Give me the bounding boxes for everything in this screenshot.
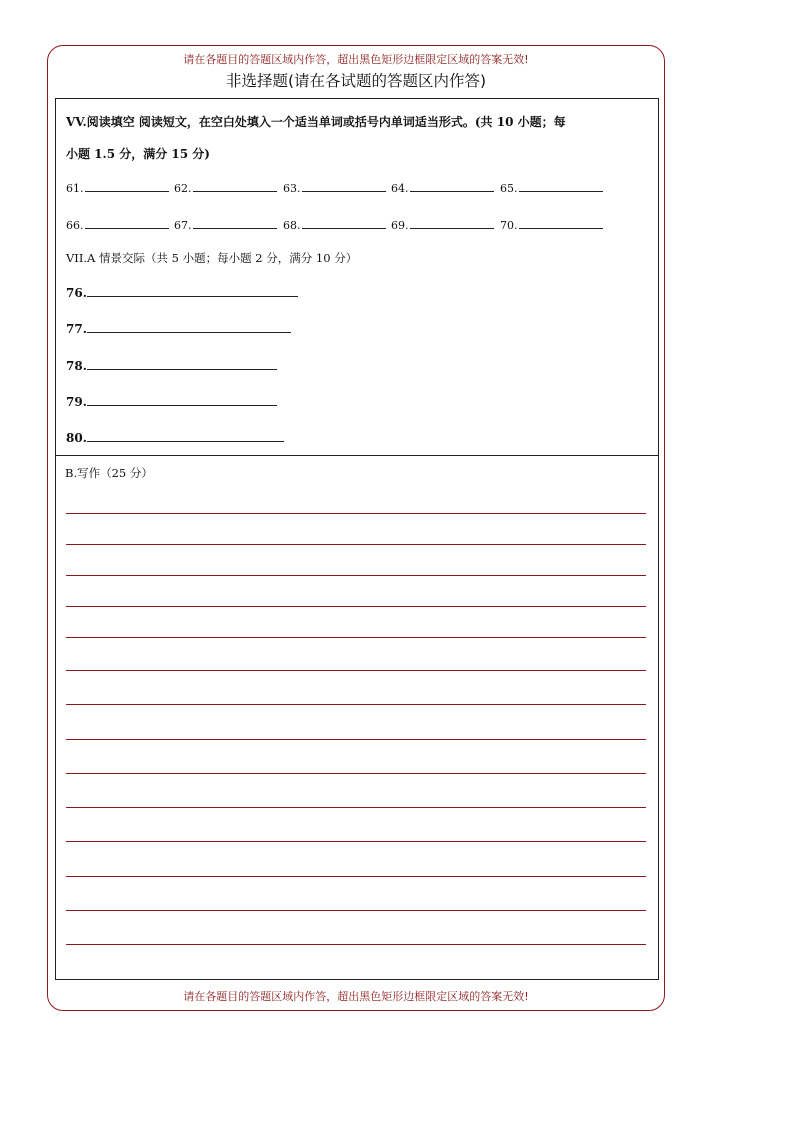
writing-line[interactable] (66, 773, 646, 774)
writing-line[interactable] (66, 670, 646, 671)
answer-box (55, 98, 659, 980)
fill-blank[interactable] (302, 216, 386, 229)
fill-item[interactable]: 63. (283, 179, 386, 195)
fill-blank[interactable] (193, 216, 277, 229)
fill-blank[interactable] (519, 216, 603, 229)
fill-item[interactable]: 68. (283, 216, 386, 232)
answer-item-78[interactable]: 78. (66, 357, 277, 373)
answer-blank[interactable] (87, 393, 277, 406)
fill-item[interactable]: 69. (391, 216, 494, 232)
answer-blank[interactable] (87, 284, 298, 297)
answer-blank[interactable] (87, 429, 284, 442)
answer-blank[interactable] (87, 320, 291, 333)
fill-blank[interactable] (85, 179, 169, 192)
answer-item-76[interactable]: 76. (66, 284, 298, 300)
page-title: 非选择题(请在各试题的答题区内作答) (225, 72, 487, 90)
fill-blank[interactable] (302, 179, 386, 192)
writing-line[interactable] (66, 807, 646, 808)
fill-item[interactable]: 62. (174, 179, 277, 195)
fill-item[interactable]: 64. (391, 179, 494, 195)
writing-line[interactable] (66, 544, 646, 545)
writing-line[interactable] (66, 739, 646, 740)
writing-line[interactable] (66, 637, 646, 638)
section7-heading: VII.A 情景交际（共 5 小题；每小题 2 分，满分 10 分） (66, 251, 358, 265)
writing-line[interactable] (66, 575, 646, 576)
writing-line[interactable] (66, 513, 646, 514)
fill-blank[interactable] (410, 216, 494, 229)
writing-line[interactable] (66, 704, 646, 705)
section5-heading-line2: 小题 1.5 分，满分 15 分) (66, 147, 210, 161)
fill-item[interactable]: 67. (174, 216, 277, 232)
fill-blank[interactable] (193, 179, 277, 192)
fill-item[interactable]: 66. (66, 216, 169, 232)
fill-blank[interactable] (410, 179, 494, 192)
answer-item-80[interactable]: 80. (66, 429, 284, 445)
writing-line[interactable] (66, 606, 646, 607)
writing-line[interactable] (66, 910, 646, 911)
top-warning: 请在各题目的答题区域内作答，超出黑色矩形边框限定区域的答案无效! (183, 53, 529, 66)
section-divider (56, 455, 658, 456)
writing-heading: B.写作（25 分） (65, 466, 153, 480)
writing-line[interactable] (66, 876, 646, 877)
answer-item-79[interactable]: 79. (66, 393, 277, 409)
fill-item[interactable]: 61. (66, 179, 169, 195)
answer-blank[interactable] (87, 357, 277, 370)
fill-blank[interactable] (85, 216, 169, 229)
fill-blank[interactable] (519, 179, 603, 192)
bottom-warning: 请在各题目的答题区域内作答，超出黑色矩形边框限定区域的答案无效! (183, 990, 529, 1003)
writing-line[interactable] (66, 944, 646, 945)
section5-heading-line1: VV.阅读填空 阅读短文，在空白处填入一个适当单词或括号内单词适当形式。(共 10 小题；每 (66, 115, 566, 129)
writing-line[interactable] (66, 841, 646, 842)
answer-item-77[interactable]: 77. (66, 320, 291, 336)
fill-item[interactable]: 65. (500, 179, 603, 195)
fill-item[interactable]: 70. (500, 216, 603, 232)
